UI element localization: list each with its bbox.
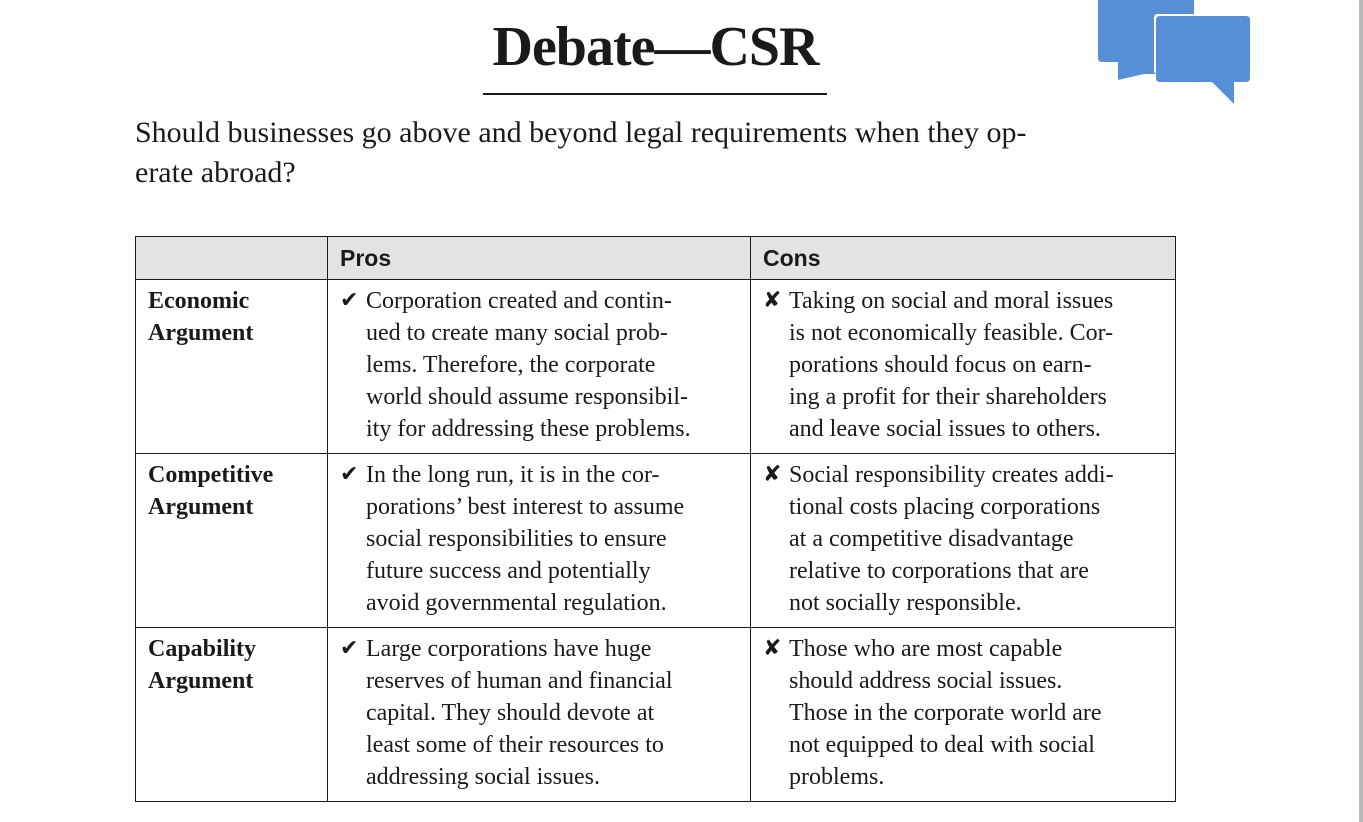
pro-cell [328, 280, 751, 454]
row-label-line: Capability [148, 636, 257, 662]
check-mark-icon: ✔ [340, 288, 359, 313]
table-row-competitive [136, 454, 1176, 628]
header-cons: Cons [751, 237, 1176, 280]
con-text-line: porations should focus on earn- [789, 352, 1092, 378]
pro-text [366, 459, 742, 619]
header-empty-cell [136, 237, 328, 280]
con-text-line: Social responsibility creates addi- [789, 462, 1114, 488]
x-mark-icon: ✘ [763, 636, 782, 661]
pro-text-line: reserves of human and financial [366, 668, 673, 694]
pro-text-line: addressing social issues. [366, 764, 600, 790]
pro-cell [328, 628, 751, 802]
pro-text-line: Corporation created and contin- [366, 288, 672, 314]
con-text-line: tional costs placing corporations [789, 494, 1101, 520]
page-edge [1359, 0, 1363, 822]
pro-text-line: Large corporations have huge [366, 636, 652, 662]
pro-text-line: world should assume responsibil- [366, 384, 688, 410]
con-cell [751, 454, 1176, 628]
row-label [136, 628, 328, 802]
pro-text [366, 285, 742, 445]
pro-text-line: avoid governmental regulation. [366, 590, 667, 616]
con-text-line: Taking on social and moral issues [789, 288, 1114, 314]
question-line: erate abroad? [135, 156, 296, 189]
con-text-line: Those who are most capable [789, 636, 1063, 662]
pro-text-line: ity for addressing these problems. [366, 416, 691, 442]
row-label-line: Argument [148, 320, 254, 346]
row-label [136, 280, 328, 454]
table-row-economic [136, 280, 1176, 454]
row-label-line: Competitive [148, 462, 274, 488]
front-speech-bubble [1156, 16, 1250, 104]
con-text-line: Those in the corporate world are [789, 700, 1102, 726]
page-title: Debate—CSR [492, 16, 819, 78]
pro-text-line: capital. They should devote at [366, 700, 655, 726]
con-text-line: should address social issues. [789, 668, 1063, 694]
con-text [789, 459, 1167, 619]
header-pros: Pros [328, 237, 751, 280]
row-label-line: Economic [148, 288, 250, 314]
con-text-line: ing a profit for their shareholders [789, 384, 1107, 410]
pro-text-line: future success and potentially [366, 558, 651, 584]
con-text-line: at a competitive disadvantage [789, 526, 1074, 552]
table-row-capability [136, 628, 1176, 802]
check-mark-icon: ✔ [340, 462, 359, 487]
con-text-line: and leave social issues to others. [789, 416, 1101, 442]
con-text [789, 633, 1167, 793]
pro-text-line: porations’ best interest to assume [366, 494, 685, 520]
question-line: Should businesses go above and beyond legal requirements when they op- [135, 116, 1027, 149]
x-mark-icon: ✘ [763, 462, 782, 487]
pro-text-line: In the long run, it is in the cor- [366, 462, 660, 488]
con-cell [751, 280, 1176, 454]
pro-text [366, 633, 742, 793]
con-text-line: not equipped to deal with social [789, 732, 1095, 758]
con-text-line: relative to corporations that are [789, 558, 1089, 584]
pro-text-line: ued to create many social prob- [366, 320, 668, 346]
check-mark-icon: ✔ [340, 636, 359, 661]
row-label-line: Argument [148, 494, 254, 520]
pro-text-line: lems. Therefore, the corporate [366, 352, 656, 378]
con-cell [751, 628, 1176, 802]
con-text-line: problems. [789, 764, 885, 790]
table-header-row [136, 237, 1176, 280]
con-text-line: not socially responsible. [789, 590, 1022, 616]
x-mark-icon: ✘ [763, 288, 782, 313]
con-text-line: is not economically feasible. Cor- [789, 320, 1114, 346]
row-label-line: Argument [148, 668, 254, 694]
speech-bubbles-icon [1096, 0, 1254, 108]
debate-question [135, 113, 1195, 193]
pro-cell [328, 454, 751, 628]
row-label [136, 454, 328, 628]
pro-text-line: least some of their resources to [366, 732, 664, 758]
title-underline [483, 93, 827, 95]
pro-text-line: social responsibilities to ensure [366, 526, 667, 552]
pros-cons-table [135, 236, 1176, 802]
con-text [789, 285, 1167, 445]
